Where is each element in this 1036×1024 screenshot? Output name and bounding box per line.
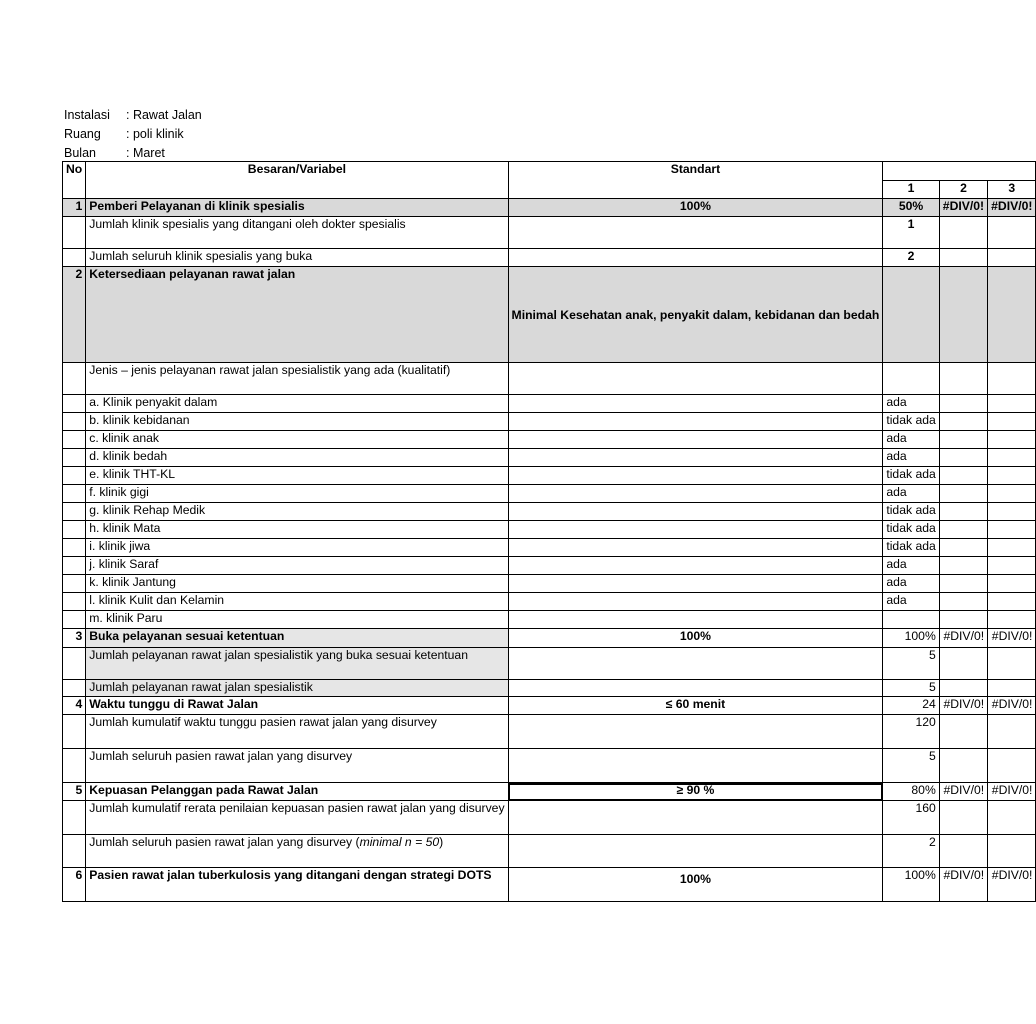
table-row (63, 648, 1036, 680)
section-1-row (63, 199, 1036, 217)
header-col-3: 3 (988, 181, 1036, 199)
section-value-1: 100% (883, 629, 939, 648)
row-value-1: 2 (883, 249, 939, 267)
list-item (63, 521, 1036, 539)
list-item (63, 557, 1036, 575)
row-value-1: 120 (883, 715, 939, 749)
item-label: g. klinik Rehap Medik (86, 503, 508, 521)
section-3-row (63, 629, 1036, 648)
section-value-2: #DIV/0! (939, 783, 987, 801)
list-item (63, 395, 1036, 413)
table-row (63, 801, 1036, 835)
section-value-3: #DIV/0! (988, 199, 1036, 217)
row-label (86, 835, 508, 868)
item-value: ada (883, 557, 939, 575)
meta-instalasi (64, 106, 202, 125)
meta-key: Ruang (64, 127, 101, 141)
table-row (63, 749, 1036, 783)
section-value-1: 24 (883, 697, 939, 715)
item-label: k. klinik Jantung (86, 575, 508, 593)
section-title: Waktu tunggu di Rawat Jalan (86, 697, 508, 715)
section-title: Pasien rawat jalan tuberkulosis yang ditangani dengan strategi DOTS (86, 868, 508, 902)
header-row (63, 162, 1036, 181)
section-value-1: 80% (883, 783, 939, 801)
table-row (63, 217, 1036, 249)
item-value: ada (883, 593, 939, 611)
list-item (63, 611, 1036, 629)
section-value-1: 50% (883, 199, 939, 217)
header-no: No (63, 162, 86, 199)
row-label: Jumlah seluruh klinik spesialis yang buka (86, 249, 508, 267)
meta-value: : Rawat Jalan (126, 108, 202, 122)
section-no: 1 (63, 199, 86, 217)
meta-value: : poli klinik (126, 127, 184, 141)
item-label: h. klinik Mata (86, 521, 508, 539)
row-label-text: Jumlah seluruh pasien rawat jalan yang disurvey ( (89, 835, 360, 849)
row-label: Jumlah kumulatif rerata penilaian kepuasan pasien rawat jalan yang disurvey (86, 801, 508, 835)
item-value: ada (883, 449, 939, 467)
section-value-3: #DIV/0! (988, 868, 1036, 902)
list-item (63, 485, 1036, 503)
header-col-2: 2 (939, 181, 987, 199)
section-4-row (63, 697, 1036, 715)
section-standart: 100% (508, 868, 883, 902)
list-item (63, 575, 1036, 593)
header-col-1: 1 (883, 181, 939, 199)
list-item (63, 503, 1036, 521)
item-value: ada (883, 575, 939, 593)
list-item (63, 593, 1036, 611)
item-label: l. klinik Kulit dan Kelamin (86, 593, 508, 611)
section-standart: 100% (508, 629, 883, 648)
item-label: b. klinik kebidanan (86, 413, 508, 431)
row-label: Jumlah pelayanan rawat jalan spesialistik yang buka sesuai ketentuan (86, 648, 508, 680)
section-no: 2 (63, 267, 86, 363)
item-value (883, 611, 939, 629)
row-value-1: 5 (883, 680, 939, 697)
item-label: m. klinik Paru (86, 611, 508, 629)
section-standart: ≤ 60 menit (508, 697, 883, 715)
section-value-2: #DIV/0! (939, 629, 987, 648)
meta-key: Bulan (64, 146, 96, 160)
row-label: Jenis – jenis pelayanan rawat jalan spesialistik yang ada (kualitatif) (86, 363, 508, 395)
section-2-row (63, 267, 1036, 363)
item-label: c. klinik anak (86, 431, 508, 449)
item-value: ada (883, 485, 939, 503)
table-row (63, 363, 1036, 395)
meta-key: Instalasi (64, 108, 110, 122)
table-row (63, 680, 1036, 697)
list-item (63, 431, 1036, 449)
list-item (63, 449, 1036, 467)
section-6-row (63, 868, 1036, 902)
section-value-2: #DIV/0! (939, 868, 987, 902)
row-value-1: 1 (883, 217, 939, 249)
item-label: i. klinik jiwa (86, 539, 508, 557)
section-no: 3 (63, 629, 86, 648)
row-value-1: 5 (883, 648, 939, 680)
section-standart: 100% (508, 199, 883, 217)
section-standart: ≥ 90 % (508, 783, 883, 801)
section-no: 4 (63, 697, 86, 715)
row-label-text-end: ) (439, 835, 444, 849)
item-value: tidak ada (883, 521, 939, 539)
list-item (63, 467, 1036, 485)
row-label: Jumlah kumulatif waktu tunggu pasien rawat jalan yang disurvey (86, 715, 508, 749)
row-value-1: 2 (883, 835, 939, 868)
row-value-1: 5 (883, 749, 939, 783)
table-row (63, 249, 1036, 267)
section-value-2: #DIV/0! (939, 697, 987, 715)
section-value-3: #DIV/0! (988, 697, 1036, 715)
section-title: Pemberi Pelayanan di klinik spesialis (86, 199, 508, 217)
item-value: ada (883, 395, 939, 413)
row-label: Jumlah pelayanan rawat jalan spesialistik (86, 680, 508, 697)
item-value: tidak ada (883, 503, 939, 521)
row-label: Jumlah klinik spesialis yang ditangani oleh dokter spesialis (86, 217, 508, 249)
section-value-3: #DIV/0! (988, 629, 1036, 648)
item-value: tidak ada (883, 467, 939, 485)
section-title: Kepuasan Pelanggan pada Rawat Jalan (86, 783, 508, 801)
item-label: j. klinik Saraf (86, 557, 508, 575)
section-value-3: #DIV/0! (988, 783, 1036, 801)
section-standart: Minimal Kesehatan anak, penyakit dalam, kebidanan dan bedah (508, 267, 883, 363)
item-label: f. klinik gigi (86, 485, 508, 503)
section-title: Ketersediaan pelayanan rawat jalan (86, 267, 508, 363)
item-label: e. klinik THT-KL (86, 467, 508, 485)
table-row (63, 835, 1036, 868)
list-item (63, 413, 1036, 431)
section-value-1: 100% (883, 868, 939, 902)
item-label: a. Klinik penyakit dalam (86, 395, 508, 413)
header-standart: Standart (508, 162, 883, 199)
spm-table (62, 161, 1036, 902)
item-value: ada (883, 431, 939, 449)
header-variabel: Besaran/Variabel (86, 162, 508, 199)
meta-value: : Maret (126, 146, 165, 160)
row-label-emphasis: minimal n = 50 (359, 835, 440, 849)
section-title: Buka pelayanan sesuai ketentuan (86, 629, 508, 648)
item-value: tidak ada (883, 539, 939, 557)
item-label: d. klinik bedah (86, 449, 508, 467)
row-label: Jumlah seluruh pasien rawat jalan yang disurvey (86, 749, 508, 783)
meta-ruang (64, 125, 184, 144)
item-value: tidak ada (883, 413, 939, 431)
section-value-2: #DIV/0! (939, 199, 987, 217)
list-item (63, 539, 1036, 557)
row-value-1: 160 (883, 801, 939, 835)
section-no: 6 (63, 868, 86, 902)
section-no: 5 (63, 783, 86, 801)
section-5-row (63, 783, 1036, 801)
table-row (63, 715, 1036, 749)
header-months-group (883, 162, 1036, 181)
